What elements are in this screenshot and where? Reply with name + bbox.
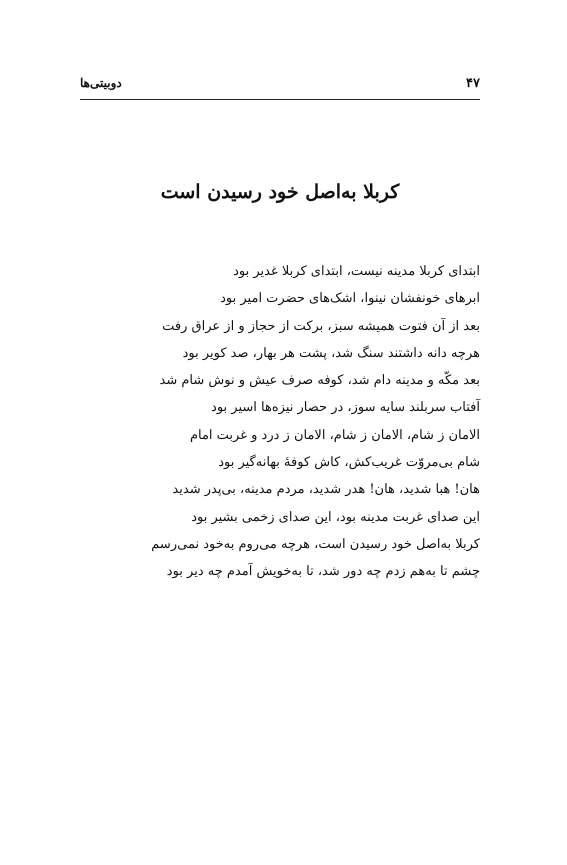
poem-line: ابرهای خونفشان نینوا، اشک‌های حضرت امیر بود — [220, 291, 480, 307]
poem-line: آفتاب سربلند سایه سوز، در حصار نیزه‌ها اسیر بود — [211, 400, 480, 416]
poem-line: چشم تا به‌هم زدم چه دور شد، تا به‌خویش آمدم چه دیر بود — [166, 564, 480, 580]
poem-line: هرچه دانه داشتند سنگ شد، پشت هر بهار، صد کویر بود — [182, 345, 480, 361]
poem-body — [80, 258, 480, 586]
poem-line: کربلا به‌اصل خود رسیدن است، هرچه می‌روم به‌خود نمی‌رسم — [151, 536, 480, 552]
poem-title: کربلا به‌اصل خود رسیدن است — [160, 181, 400, 203]
poem-line: ابتدای کربلا مدینه نیست، ابتدای کربلا غدیر بود — [233, 264, 480, 279]
poem-line: این صدای غربت مدینه بود، این صدای زخمی بشیر بود — [191, 509, 480, 525]
poem-line: الامان ز شام، الامان ز شام، الامان ز درد و غربت امام — [189, 427, 480, 443]
page-number: ۴۷ — [466, 76, 480, 91]
poem-line: بعد مکّه و مدینه دام شد، کوفه صرف عیش و نوش شام شد — [159, 373, 480, 389]
poem-line: بعد از آن فتوت همیشه سبز، برکت از حجاز و از عراق رفت — [162, 318, 480, 334]
running-header — [80, 76, 480, 96]
header-rule — [80, 99, 480, 100]
poem-line: شام بی‌مروّت غریب‌کش، کاش کوفهٔ بهانه‌گیر بود — [218, 455, 480, 471]
poem-line: هان! هبا شدید، هان! هدر شدید، مردم مدینه، بی‌پدر شدید — [172, 482, 480, 498]
running-section-title: دوبیتی‌ها — [80, 76, 122, 90]
